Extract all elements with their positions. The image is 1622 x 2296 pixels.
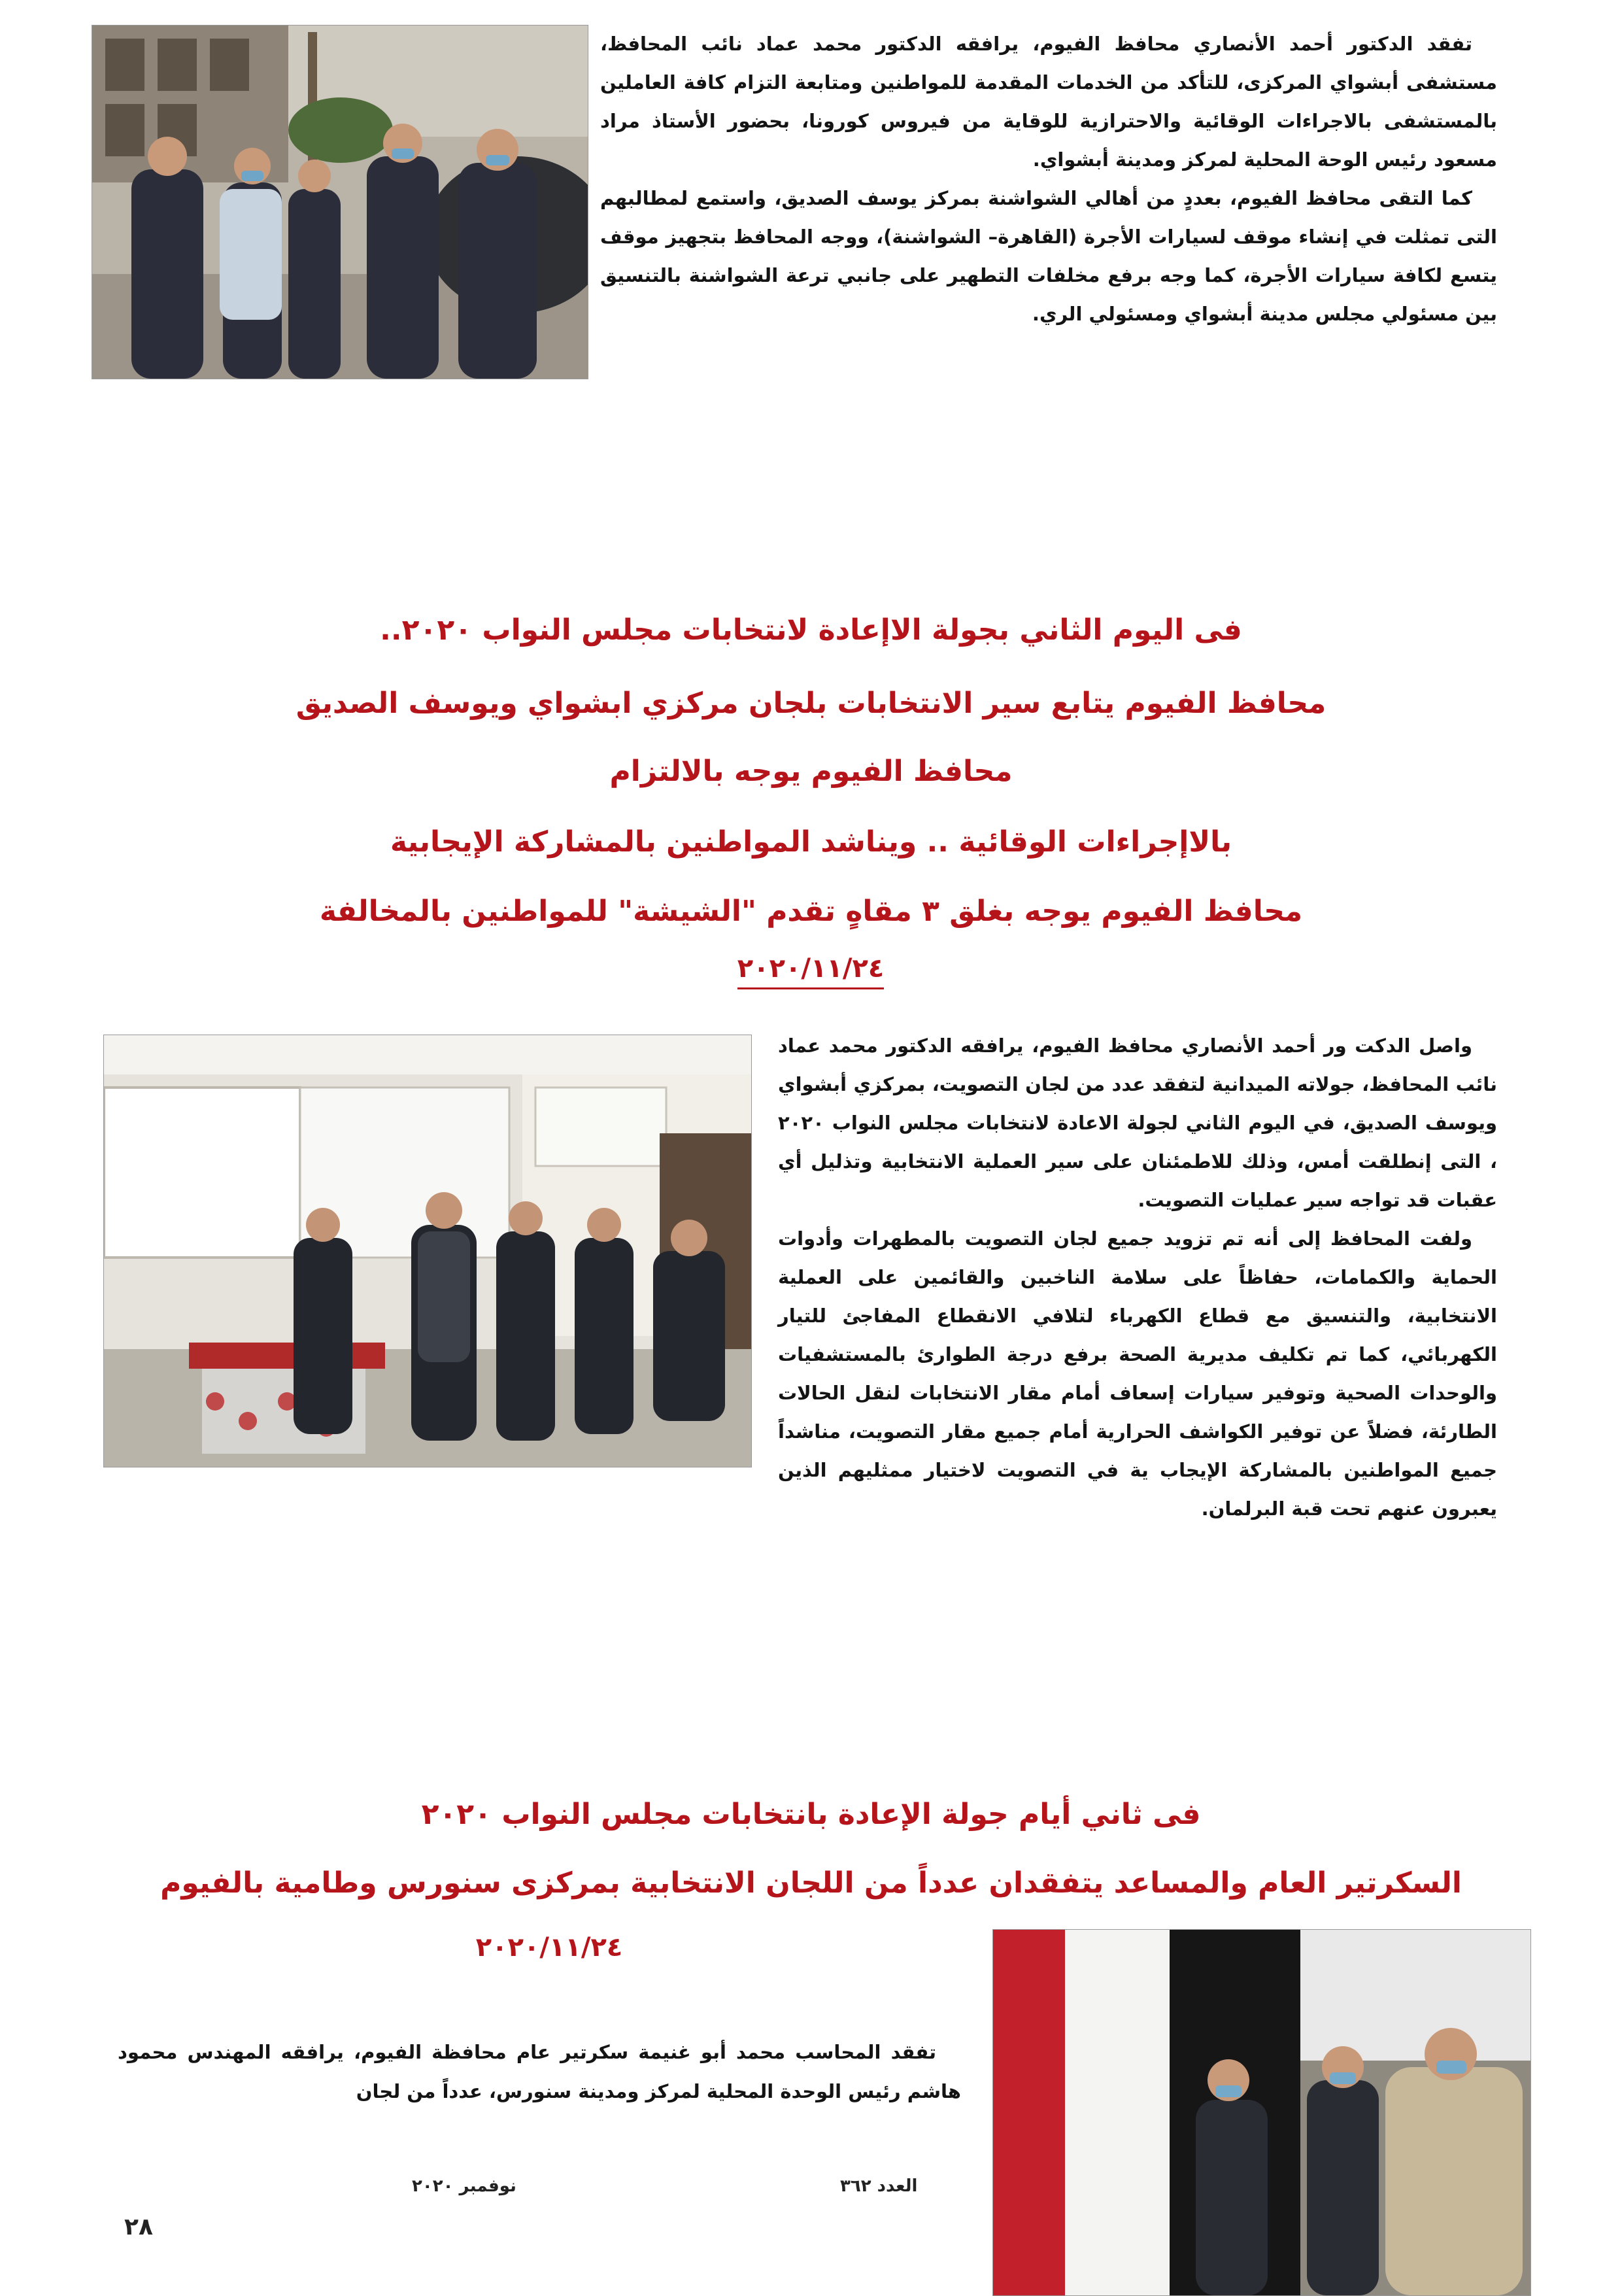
footer-issue: العدد ٣٦٢ [840, 2176, 918, 2196]
photo-float-spacer [118, 1027, 778, 1478]
section3-headline: فى ثاني أيام جولة الإعادة بانتخابات مجلس النواب ٢٠٢٠ [421, 1798, 1201, 1831]
footer-month: نوفمبر ٢٠٢٠ [412, 2176, 516, 2196]
section1-paragraph: كما التقى محافظ الفيوم، بعددٍ من أهالي الشواشنة بمركز يوسف الصديق، واستمع لمطالبهم التى تمثلت في إنشاء موقف لسيارات الأجرة (القاهرة– الشواشنة)، ووجه المحافظ بتجهيز موقف يتسع لكافة سيارات الأجرة، كما وجه برفع مخلفات التطهير على جانبي ترعة الشواشنة بالتنسيق بين مسئولي مجلس مدينة أبشواي ومسئولي الري. [600, 187, 1497, 325]
section1-text [600, 25, 1497, 334]
section2-date-text: ٢٠٢٠/١١/٢٤ [737, 953, 885, 989]
section3-date [431, 1932, 667, 1962]
section2-paragraph: ولفت المحافظ إلى أنه تم تزويد جميع لجان التصويت بالمطهرات وأدوات الحماية والكمامات، حفاظاً على سلامة الناخبين والقائمين على العملية الانتخابية، والتنسيق مع قطاع الكهرباء لتلافي الانقطاع المفاجئ للتيار الكهربائي، كما تم تكليف مديرية الصحة برفع درجة الطوارئ بالمستشفيات والوحدات الصحية وتوفير سيارات إسعاف أمام مقار الانتخابات لنقل الحالات الطارئة، فضلاً عن توفير الكواشف الحرارية أمام جميع مقار التصويت، مناشداً جميع المواطنين بالمشاركة الإيجاب ية في التصويت لاختيار ممثليهم الذين يعبرون عنهم تحت قبة البرلمان. [778, 1227, 1497, 1520]
section3-paragraph: تفقد المحاسب محمد أبو غنيمة سكرتير عام محافظة الفيوم، يرافقه المهندس محمود هاشم رئيس الوحدة المحلية لمركز ومدينة سنورس، عدداً من لجان [118, 2041, 961, 2102]
section3-headline: السكرتير العام والمساعد يتفقدان عدداً من اللجان الانتخابية بمركزى سنورس وطامية بالفيوم [160, 1866, 1462, 1900]
section2-date [693, 953, 928, 989]
page-number: ٢٨ [124, 2214, 153, 2240]
section2-paragraph: واصل الدكت ور أحمد الأنصاري محافظ الفيوم، يرافقه الدكتور محمد عماد نائب المحافظ، جولاته الميدانية لتفقد عدد من لجان التصويت، بمركزي أبشواي ويوسف الصديق، في اليوم الثاني لجولة الاعادة لانتخابات مجلس النواب ٢٠٢٠ ، التى إنطلقت أمس، وذلك للاطمئنان على سير العملية الانتخابية وتذليل أي عقبات قد تواجه سير عمليات التصويت. [778, 1035, 1497, 1211]
section2-headline: محافظ الفيوم يوجه بالالتزام [609, 755, 1013, 788]
section3-date-text: ٢٠٢٠/١١/٢٤ [475, 1932, 623, 1962]
section2-headline: بالاإجراءات الوقائية .. ويناشد المواطنين بالمشاركة الإيجابية [390, 825, 1232, 859]
section2-headline: محافظ الفيوم يتابع سير الانتخابات بلجان مركزي ابشواي ويوسف الصديق [296, 687, 1326, 720]
section2-text-block [118, 1027, 1497, 1528]
section2-headline: فى اليوم الثاني بجولة الاإعادة لانتخابات مجلس النواب ٢٠٢٠.. [380, 613, 1242, 647]
section2-headline: محافظ الفيوم يوجه بغلق ٣ مقاهٍ تقدم "الشيشة" للمواطنين بالمخالفة [319, 895, 1303, 928]
section3-text [118, 2032, 961, 2111]
section1-paragraph: تفقد الدكتور أحمد الأنصاري محافظ الفيوم، يرافقه الدكتور محمد عماد نائب المحافظ، مستشفى أبشواي المركزى، للتأكد من الخدمات المقدمة للمواطنين ومتابعة التزام كافة العاملين بالمستشفى بالاجراءات الوقائية والاحترازية للوقاية من فيروس كورونا، بحضور الأستاذ مراد مسعود رئيس الوحة المحلية لمركز ومدينة أبشواي. [600, 33, 1497, 171]
hospital-visit-photo [92, 25, 588, 379]
sinnuris-visit-photo [992, 1929, 1531, 2296]
